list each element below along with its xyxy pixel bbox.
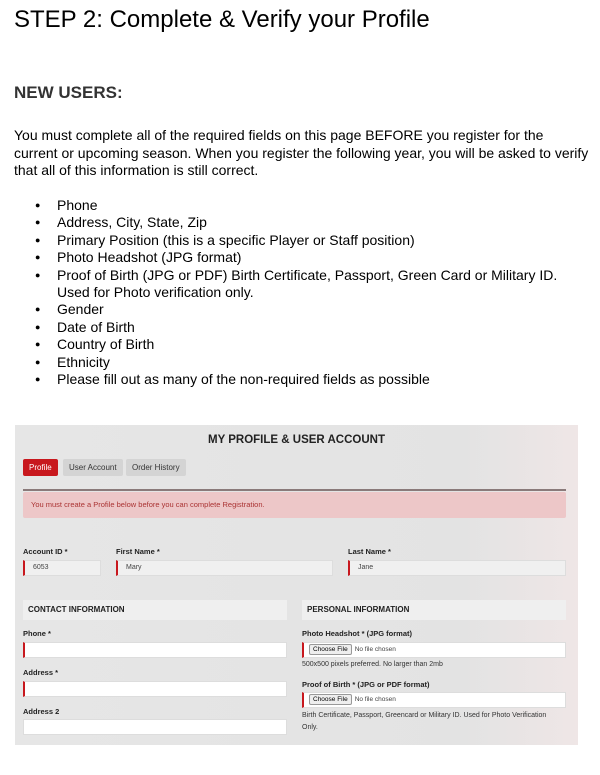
list-item: ● Address, City, State, Zip	[0, 214, 580, 231]
address2-label: Address 2	[23, 707, 60, 716]
requirements-list	[0, 197, 580, 388]
file-status: No file chosen	[354, 696, 396, 703]
headshot-label: Photo Headshot * (JPG format)	[302, 629, 413, 638]
list-item: ● Gender	[0, 301, 580, 318]
choose-file-button[interactable]: Choose File	[309, 644, 352, 655]
tab-profile[interactable]: Profile	[23, 459, 58, 476]
list-item: ● Photo Headshot (JPG format)	[0, 249, 580, 266]
list-item: ● Country of Birth	[0, 336, 580, 353]
headshot-file-input[interactable]	[302, 642, 566, 658]
list-item: ● Ethnicity	[0, 354, 580, 371]
tab-user-account[interactable]: User Account	[63, 459, 123, 476]
phone-label: Phone *	[23, 629, 51, 638]
section-heading: NEW USERS:	[14, 83, 123, 102]
account-id-label: Account ID *	[23, 547, 68, 556]
first-name-field[interactable]: Mary	[116, 560, 333, 576]
list-item: ● Phone	[0, 197, 580, 214]
address-label: Address *	[23, 668, 59, 677]
birth-proof-help: Birth Certificate, Passport, Greencard or Military ID. Used for Photo Verification Only.	[302, 712, 547, 731]
divider	[23, 489, 566, 491]
panel-title: MY PROFILE & USER ACCOUNT	[208, 434, 385, 446]
account-id-field[interactable]: 6053	[23, 560, 101, 576]
last-name-label: Last Name *	[348, 547, 391, 556]
first-name-label: First Name *	[116, 547, 160, 556]
birth-proof-file-input[interactable]	[302, 692, 566, 708]
phone-field[interactable]	[23, 642, 287, 658]
personal-info-header: PERSONAL INFORMATION	[302, 600, 566, 620]
tab-order-history[interactable]: Order History	[126, 459, 186, 476]
page-title: STEP 2: Complete & Verify your Profile	[14, 6, 430, 33]
last-name-field[interactable]: Jane	[348, 560, 566, 576]
alert-message: You must create a Profile below before you can complete Registration.	[23, 492, 566, 518]
file-status: No file chosen	[354, 646, 396, 653]
list-item: ● Date of Birth	[0, 319, 580, 336]
contact-info-header: CONTACT INFORMATION	[23, 600, 287, 620]
choose-file-button[interactable]: Choose File	[309, 694, 352, 705]
address2-field[interactable]	[23, 719, 287, 735]
list-item: ● Please fill out as many of the non-required fields as possible	[0, 371, 580, 388]
intro-text: You must complete all of the required fields on this page BEFORE you register for the current or upcoming season. When you register the following year, you will be asked to verify that all of this information is still correct.	[14, 127, 589, 178]
list-item: ● Primary Position (this is a specific Player or Staff position)	[0, 232, 580, 249]
headshot-help: 500x500 pixels preferred. No larger than 2mb	[302, 661, 443, 668]
list-item: ● Proof of Birth (JPG or PDF) Birth Certificate, Passport, Green Card or Military ID. Used for Photo verification only.	[0, 267, 580, 302]
birth-proof-label: Proof of Birth * (JPG or PDF format)	[302, 680, 430, 689]
profile-screenshot	[15, 425, 578, 745]
address-field[interactable]	[23, 681, 287, 697]
